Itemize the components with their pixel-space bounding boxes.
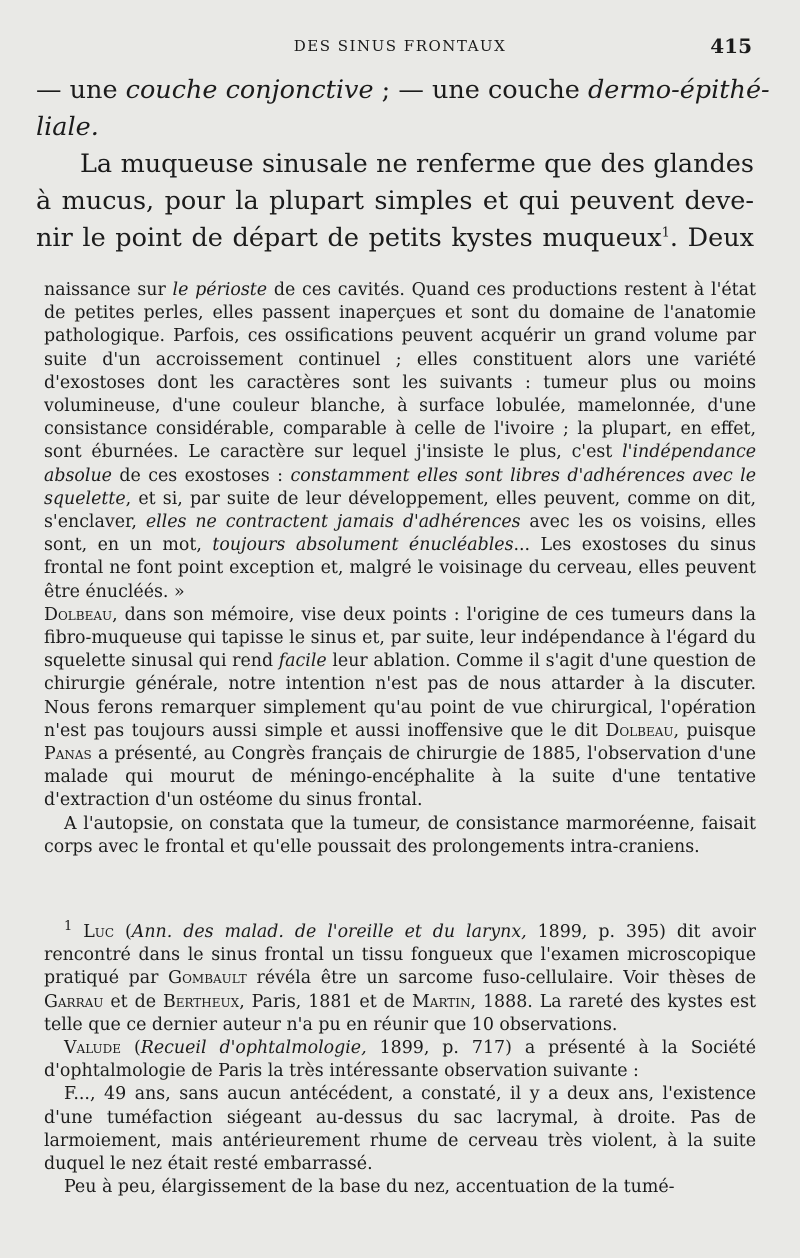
large-line-2: liale. — [36, 112, 99, 142]
footnote-valude: Valude (Recueil d'ophtalmologie, 1899, p. 717) a présenté à la Société d'ophtalmologie de Paris la très intéressante observation suivante : — [44, 1038, 756, 1082]
large-line-4: à mucus, pour la plupart simples et qui peuvent deve- — [36, 186, 754, 216]
page-number: 415 — [710, 34, 752, 58]
main-text-large — [36, 72, 770, 257]
paragraph-autopsy: A l'autopsie, on constata que la tumeur, de consistance marmoréenne, faisait corps avec le frontal et qu'elle poussait des prolongements intra-craniens. — [44, 813, 756, 857]
paragraph-dolbeau: Dolbeau, dans son mémoire, vise deux points : l'origine de ces tumeurs dans la fibro-muqueuse qui tapisse le sinus et, par suite, leur indépendance à l'égard du squelette sinusal qui rend facile leur ablation. Comme il s'agit d'une question de chirurgie générale, notre intention n'est pas de nous attarder à la discuter. Nous ferons remarquer simplement qu'au point de vue chirurgical, l'opération n'est pas toujours aussi simple et aussi inoffensive que le dit Dolbeau, puisque Panas a présenté, au Congrès français de chirurgie de 1885, l'observation d'une malade qui mourut de méningo-encéphalite à la suite d'une tentative d'extraction d'un ostéome du sinus frontal. — [44, 604, 756, 811]
footnotes — [44, 921, 756, 1199]
large-line-3: La muqueuse sinusale ne renferme que des glandes — [80, 149, 754, 179]
footnote-observation: F..., 49 ans, sans aucun antécédent, a constaté, il y a deux ans, l'existence d'une tuméfaction siégeant au-dessus du sac lacrymal, à droite. Pas de larmoiement, mais antérieurement rhume de cerveau très violent, à la suite duquel le nez était resté embarrassé. — [44, 1084, 756, 1175]
page-header — [0, 34, 800, 60]
paragraph-quote: naissance sur le périoste de ces cavités. Quand ces productions restent à l'état de petites perles, elles passent inaperçues et sont du domaine de l'anatomie pathologique. Parfois, ces ossifications peuvent acquérir un grand volume par suite d'un accroissement continuel ; elles constituent alors une variété d'exostoses dont les caractères sont les suivants : tumeur plus ou moins volumineuse, d'une couleur blanche, à surface lobulée, mamelonnée, d'une consistance considérable, comparable à celle de l'ivoire ; la plupart, en effet, sont éburnées. Le caractère sur lequel j'insiste le plus, c'est l'indépendance absolue de ces exostoses : constamment elles sont libres d'adhérences avec le squelette, et si, par suite de leur développement, elles peuvent, comme on dit, s'enclaver, elles ne contractent jamais d'adhérences avec les os voisins, elles sont, en un mot, toujours absolument énucléables... Les exostoses du sinus frontal ne font point exception et, malgré le voisinage du cerveau, elles peuvent être énucléés. » — [44, 280, 756, 602]
quoted-text — [44, 279, 756, 859]
footnote-progression: Peu à peu, élargissement de la base du nez, accentuation de la tumé- — [64, 1177, 675, 1198]
large-line-1: — une couche conjonctive ; — une couche dermo-épithé- — [36, 75, 770, 105]
large-line-5: nir le point de départ de petits kystes muqueux$^1$. Deux — [36, 223, 754, 253]
running-title: DES SINUS FRONTAUX — [293, 37, 507, 55]
footnote-1: $^1$ Luc (Ann. des malad. de l'oreille et du larynx, 1899, p. 395) dit avoir rencontré dans le sinus frontal un tissu fongueux que l'examen microscopique pratiqué par Gombault révéla être un sarcome fuso-cellulaire. Voir thèses de Garrau et de Bertheux, Paris, 1881 et de Martin, 1888. La rareté des kystes est telle que ce dernier auteur n'a pu en réunir que 10 observations. — [44, 919, 757, 1035]
